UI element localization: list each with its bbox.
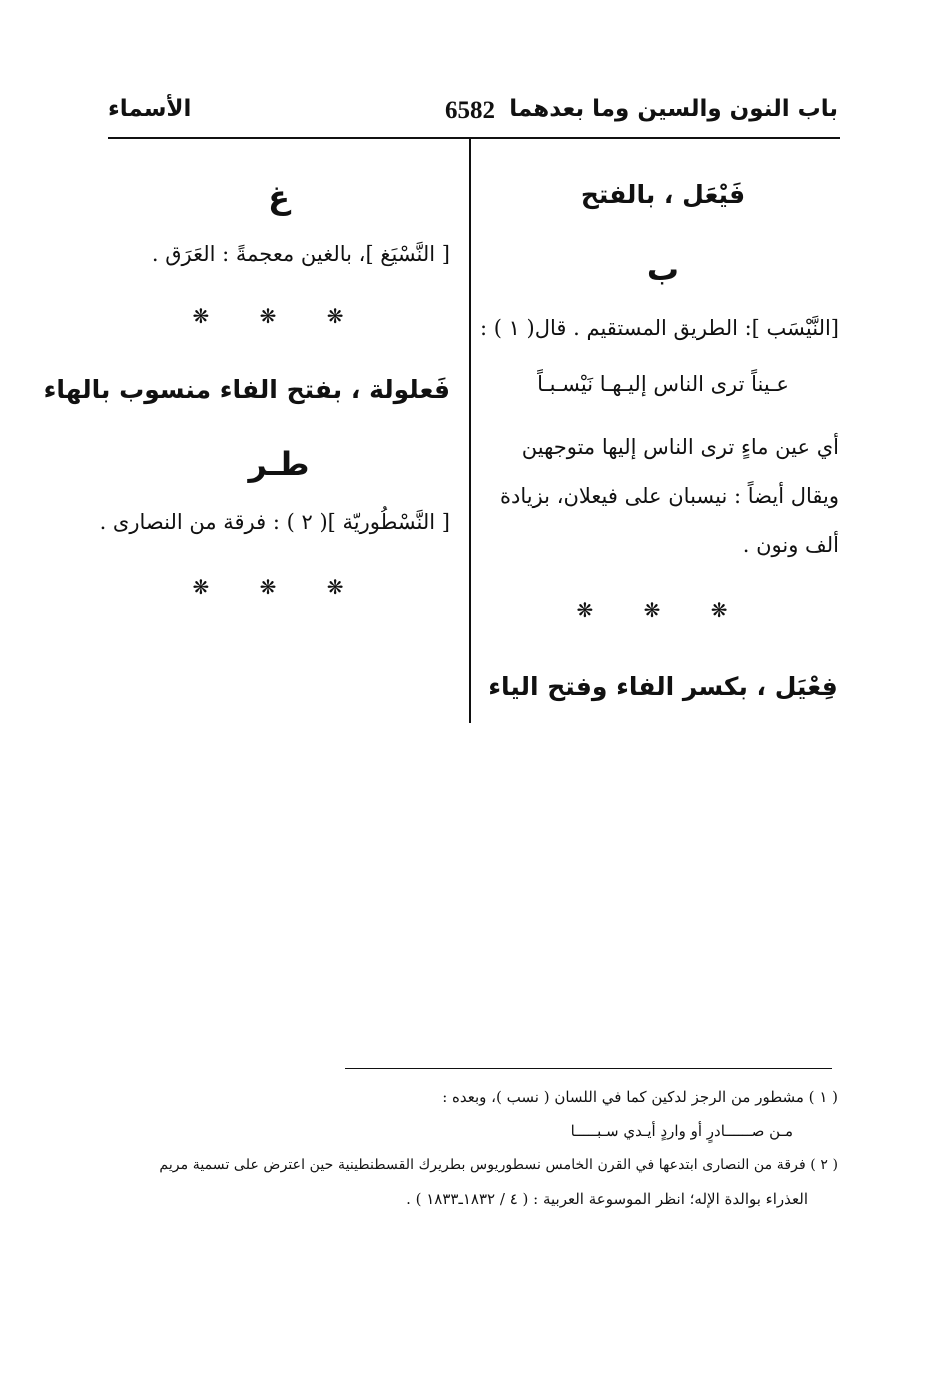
footnote-1: ( ١ ) مشطور من الرجز لدكين كما في اللسان ( نسب )، وبعده : [442, 1088, 838, 1106]
explanation-line: ألف ونون . [742, 533, 839, 557]
letter-heading: طـر [248, 445, 310, 483]
footnote-rule [345, 1068, 832, 1069]
running-header-section: الأسماء [108, 96, 192, 122]
header-rule [108, 137, 840, 139]
poetry-verse: عـيناً ترى الناس إليـهـا نَيْسـبـاً [537, 372, 789, 396]
pattern-heading: فَعلولة ، بفتح الفاء منسوب بالهاء [43, 375, 450, 404]
page-number: 6582 [445, 97, 495, 124]
letter-heading: غ [268, 178, 290, 216]
section-separator: ❋ ❋ ❋ [576, 598, 750, 622]
dictionary-entry: [ النَّسْطُوريّة ]( ٢ ) : فرقة من النصارى . [99, 510, 450, 534]
column-divider [469, 139, 471, 723]
explanation-line: أي عين ماءٍ ترى الناس إليها متوجهين [521, 435, 839, 459]
explanation-line: ويقال أيضاً : نيسبان على فيعلان، بزيادة [499, 484, 839, 508]
letter-heading: ب [646, 250, 680, 288]
section-separator: ❋ ❋ ❋ [192, 575, 366, 599]
footnote-1-verse: مـن صــــــادرٍ أو واردٍ أيـدي سـبـــــا [570, 1122, 793, 1140]
section-separator: ❋ ❋ ❋ [192, 304, 366, 328]
pattern-heading: فَيْعَل ، بالفتح [580, 180, 746, 209]
pattern-heading: فِعْيَل ، بكسر الفاء وفتح الياء [488, 672, 838, 701]
running-header-chapter: باب النون والسين وما بعدهما [509, 96, 838, 122]
footnote-2-line-2: العذراء بوالدة الإله؛ انظر الموسوعة العربية : ( ٤ / ١٨٣٢ـ١٨٣٣ ) . [406, 1190, 808, 1208]
dictionary-entry: [النَّيْسَب ]: الطريق المستقيم . قال( ١ ) : [479, 316, 839, 340]
footnote-2-line-1: ( ٢ ) فرقة من النصارى ابتدعها في القرن الخامس نسطوريوس بطريرك القسطنطينية حين اعترض على تسمية مريم [159, 1157, 838, 1173]
dictionary-entry: [ النَّسْيَغ ]، بالغين معجمةً : العَرَق . [151, 242, 450, 266]
